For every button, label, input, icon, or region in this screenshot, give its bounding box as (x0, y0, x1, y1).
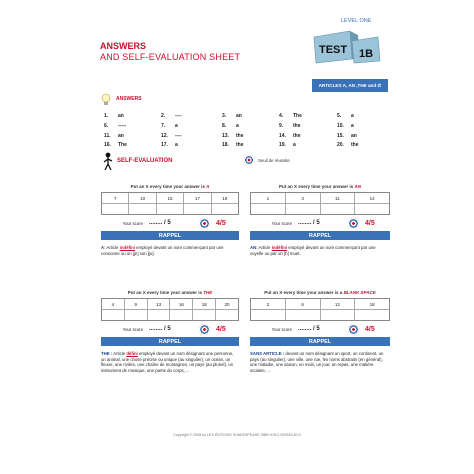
rappel-header: RAPPEL (101, 337, 239, 346)
panel-prompt (101, 290, 239, 295)
panel-prompt (101, 184, 239, 189)
evaluation-panel (101, 184, 239, 256)
checkbox-cell[interactable] (193, 310, 216, 320)
score-label: Your score (122, 220, 143, 226)
page-subtitle: AND SELF-EVALUATION SHEET (100, 52, 241, 62)
panel-prompt-text: Put an X every time your answer is (278, 184, 355, 189)
checkbox-cell[interactable] (355, 204, 389, 214)
checkbox-cell[interactable] (170, 310, 193, 320)
mark-row (251, 310, 389, 320)
answer-value: a (175, 123, 178, 129)
rappel-text (250, 245, 390, 256)
panel-prompt (250, 290, 390, 295)
pass-score: 4/5 (216, 325, 226, 333)
checkbox-cell[interactable] (148, 310, 171, 320)
answer-value: a (351, 113, 354, 119)
rappel-word: indéfini (119, 245, 135, 250)
checkbox-cell[interactable] (102, 310, 125, 320)
answer-value: ----- (118, 123, 127, 129)
answer-number: 3. (222, 113, 227, 119)
stick-figure-icon (102, 152, 114, 172)
score-value[interactable]: ........ / 5 (298, 220, 320, 226)
question-number: 10 (129, 193, 156, 203)
answer-number: 10. (337, 123, 344, 129)
answer-number: 13. (222, 133, 229, 139)
badge-code-text: 1B (359, 48, 374, 60)
score-row (101, 321, 239, 337)
answer-number: 9. (279, 123, 284, 129)
answer-number: 19. (279, 142, 286, 148)
question-number: 20 (224, 301, 230, 307)
evaluation-panel (250, 290, 390, 373)
question-number: 3 (286, 193, 321, 203)
score-row (250, 215, 390, 231)
answer-value: the (351, 142, 359, 148)
rappel-key: A: (101, 245, 106, 250)
answer-number: 20. (337, 142, 344, 148)
answer-grid (101, 192, 239, 215)
question-number: 18 (193, 299, 216, 309)
target-icon (348, 324, 359, 335)
question-number: 17 (184, 193, 211, 203)
rappel-post: employé devant un nom commençant par une voyelle ou par un [h] muet. (250, 245, 376, 256)
score-label: Your score (122, 326, 143, 332)
panel-key: BLANK SPACE (343, 290, 376, 295)
rappel-header: RAPPEL (101, 231, 239, 240)
rappel-key: AN: (250, 245, 258, 250)
question-number: 19 (222, 195, 228, 201)
checkbox-cell[interactable] (321, 310, 356, 320)
question-number: 15 (157, 193, 184, 203)
panel-key: THE (203, 290, 213, 295)
answer-value: a (175, 142, 178, 148)
rappel-header: RAPPEL (250, 231, 390, 240)
panel-key: A (206, 184, 210, 189)
answer-number: 15. (337, 133, 344, 139)
answer-value: an (118, 133, 124, 139)
answer-value: The (118, 142, 127, 148)
score-label: Your score (271, 220, 292, 226)
checkbox-cell[interactable] (216, 310, 238, 320)
question-number: 14 (369, 195, 375, 201)
question-number: 11 (321, 193, 356, 203)
panel-prompt-text: Put an X every time your answer is (130, 184, 207, 189)
question-number: 12 (321, 299, 356, 309)
rappel-pre: devant un nom désignant un sport, un continent, un pays (au singulier), une ville, une rue, les noms abstraits (en général), une maladie, une saison, un mois, un jour, un repas, une matière scolaire, ... (250, 351, 384, 373)
panel-prompt-text: Put an X every time your answer is a (264, 290, 344, 295)
checkbox-cell[interactable] (355, 310, 389, 320)
rappel-text (101, 351, 239, 373)
rappel-header: RAPPEL (250, 337, 390, 346)
rappel-pre: Article (112, 351, 127, 356)
target-icon (199, 324, 210, 335)
answer-value: the (293, 133, 301, 139)
mark-row (102, 204, 238, 214)
target-icon (244, 155, 254, 165)
answer-number: 2. (161, 113, 166, 119)
answers-heading: ANSWERS (116, 96, 142, 102)
pass-score: 4/5 (365, 219, 375, 227)
answer-grid (101, 298, 239, 321)
evaluation-panel (101, 290, 239, 373)
score-value[interactable]: ........ / 5 (298, 326, 320, 332)
answer-value: ---- (175, 133, 182, 139)
number-row (102, 193, 238, 204)
answer-number: 11. (104, 133, 111, 139)
answer-number: 5. (337, 113, 342, 119)
answer-number: 1. (104, 113, 109, 119)
threshold-label: Seuil de réussite (258, 158, 290, 163)
score-row (250, 321, 390, 337)
mark-row (102, 310, 238, 320)
answer-number: 8. (222, 123, 227, 129)
number-row (251, 299, 389, 310)
question-number: 6 (286, 299, 321, 309)
pass-score: 4/5 (216, 219, 226, 227)
panel-prompt-text: Put an X every time your answer is (127, 290, 204, 295)
question-number: 7 (102, 193, 129, 203)
question-number: 16 (170, 299, 193, 309)
answer-value: a (236, 123, 239, 129)
score-label: Your score (271, 326, 292, 332)
self-evaluation-heading: SELF-EVALUATION (117, 158, 173, 164)
checkbox-cell[interactable] (321, 204, 356, 214)
target-icon (199, 218, 210, 229)
answer-number: 17. (161, 142, 168, 148)
answer-number: 16. (104, 142, 111, 148)
checkbox-cell[interactable] (251, 310, 286, 320)
answer-value: the (293, 123, 301, 129)
rappel-text (101, 245, 239, 256)
answer-value: The (293, 113, 302, 119)
answer-value: an (236, 113, 242, 119)
answer-value: an (118, 113, 124, 119)
checkbox-cell[interactable] (125, 310, 148, 320)
evaluation-panel (250, 184, 390, 256)
question-number: 2 (251, 299, 286, 309)
answer-number: 4. (279, 113, 284, 119)
score-row (101, 215, 239, 231)
answer-number: 7. (161, 123, 166, 129)
page-title: ANSWERS (100, 41, 147, 51)
answer-value: the (236, 142, 244, 148)
answer-grid (250, 298, 390, 321)
answer-value: an (351, 133, 357, 139)
checkbox-cell[interactable] (251, 204, 286, 214)
rappel-pre: Article (257, 245, 272, 250)
answer-grid (250, 192, 390, 215)
rappel-word: défini (126, 351, 138, 356)
rappel-word: indéfini (271, 245, 288, 250)
target-icon (348, 218, 359, 229)
question-number: 18 (369, 301, 375, 307)
rappel-post: employé devant un nom désignant une personne, un animal, une chose précise ou unique (au singulier), un océan, un fleuve, une rivière, une chaîne de montagnes, un pays (au pluriel), un instrument de musique, une partie du corps, ... (101, 351, 234, 373)
checkbox-cell[interactable] (129, 204, 156, 214)
answer-value: ---- (175, 113, 182, 119)
score-value[interactable]: ........ / 5 (149, 220, 171, 226)
badge-test-text: TEST (319, 44, 348, 56)
checkbox-cell[interactable] (184, 204, 211, 214)
checkbox-cell[interactable] (212, 204, 238, 214)
number-row (251, 193, 389, 204)
answer-value: a (293, 142, 296, 148)
score-value[interactable]: ........ / 5 (149, 326, 171, 332)
question-number: 9 (125, 299, 148, 309)
question-number: 1 (251, 193, 286, 203)
topic-banner: ARTICLES A, AN ,THE and ∅ (312, 79, 388, 92)
number-row (102, 299, 238, 310)
rappel-post: employé devant un nom commençant par une consonne ou un [je] son [ju]. (101, 245, 224, 256)
rappel-pre: Article (105, 245, 120, 250)
panel-key: AN (354, 184, 362, 189)
answer-value: the (236, 133, 244, 139)
copyright-footer: Copyright © 2008 by LES ÉDITIONS SHAKESPEARE ISBN 978-2-920933-40-9 (173, 433, 301, 437)
question-number: 4 (102, 299, 125, 309)
rappel-key: THE : (101, 351, 113, 356)
answer-number: 6. (104, 123, 109, 129)
question-number: 13 (148, 299, 171, 309)
checkbox-cell[interactable] (286, 204, 321, 214)
level-label: LEVEL ONE (341, 18, 372, 24)
answer-number: 18. (222, 142, 229, 148)
answer-number: 14. (279, 133, 286, 139)
rappel-text (250, 351, 390, 373)
checkbox-cell[interactable] (102, 204, 129, 214)
pass-score: 4/5 (365, 325, 375, 333)
answer-number: 12. (161, 133, 168, 139)
checkbox-cell[interactable] (157, 204, 184, 214)
rappel-key: SANS ARTICLE : (250, 351, 285, 356)
answer-value: a (351, 123, 354, 129)
mark-row (251, 204, 389, 214)
checkbox-cell[interactable] (286, 310, 321, 320)
panel-prompt (250, 184, 390, 189)
